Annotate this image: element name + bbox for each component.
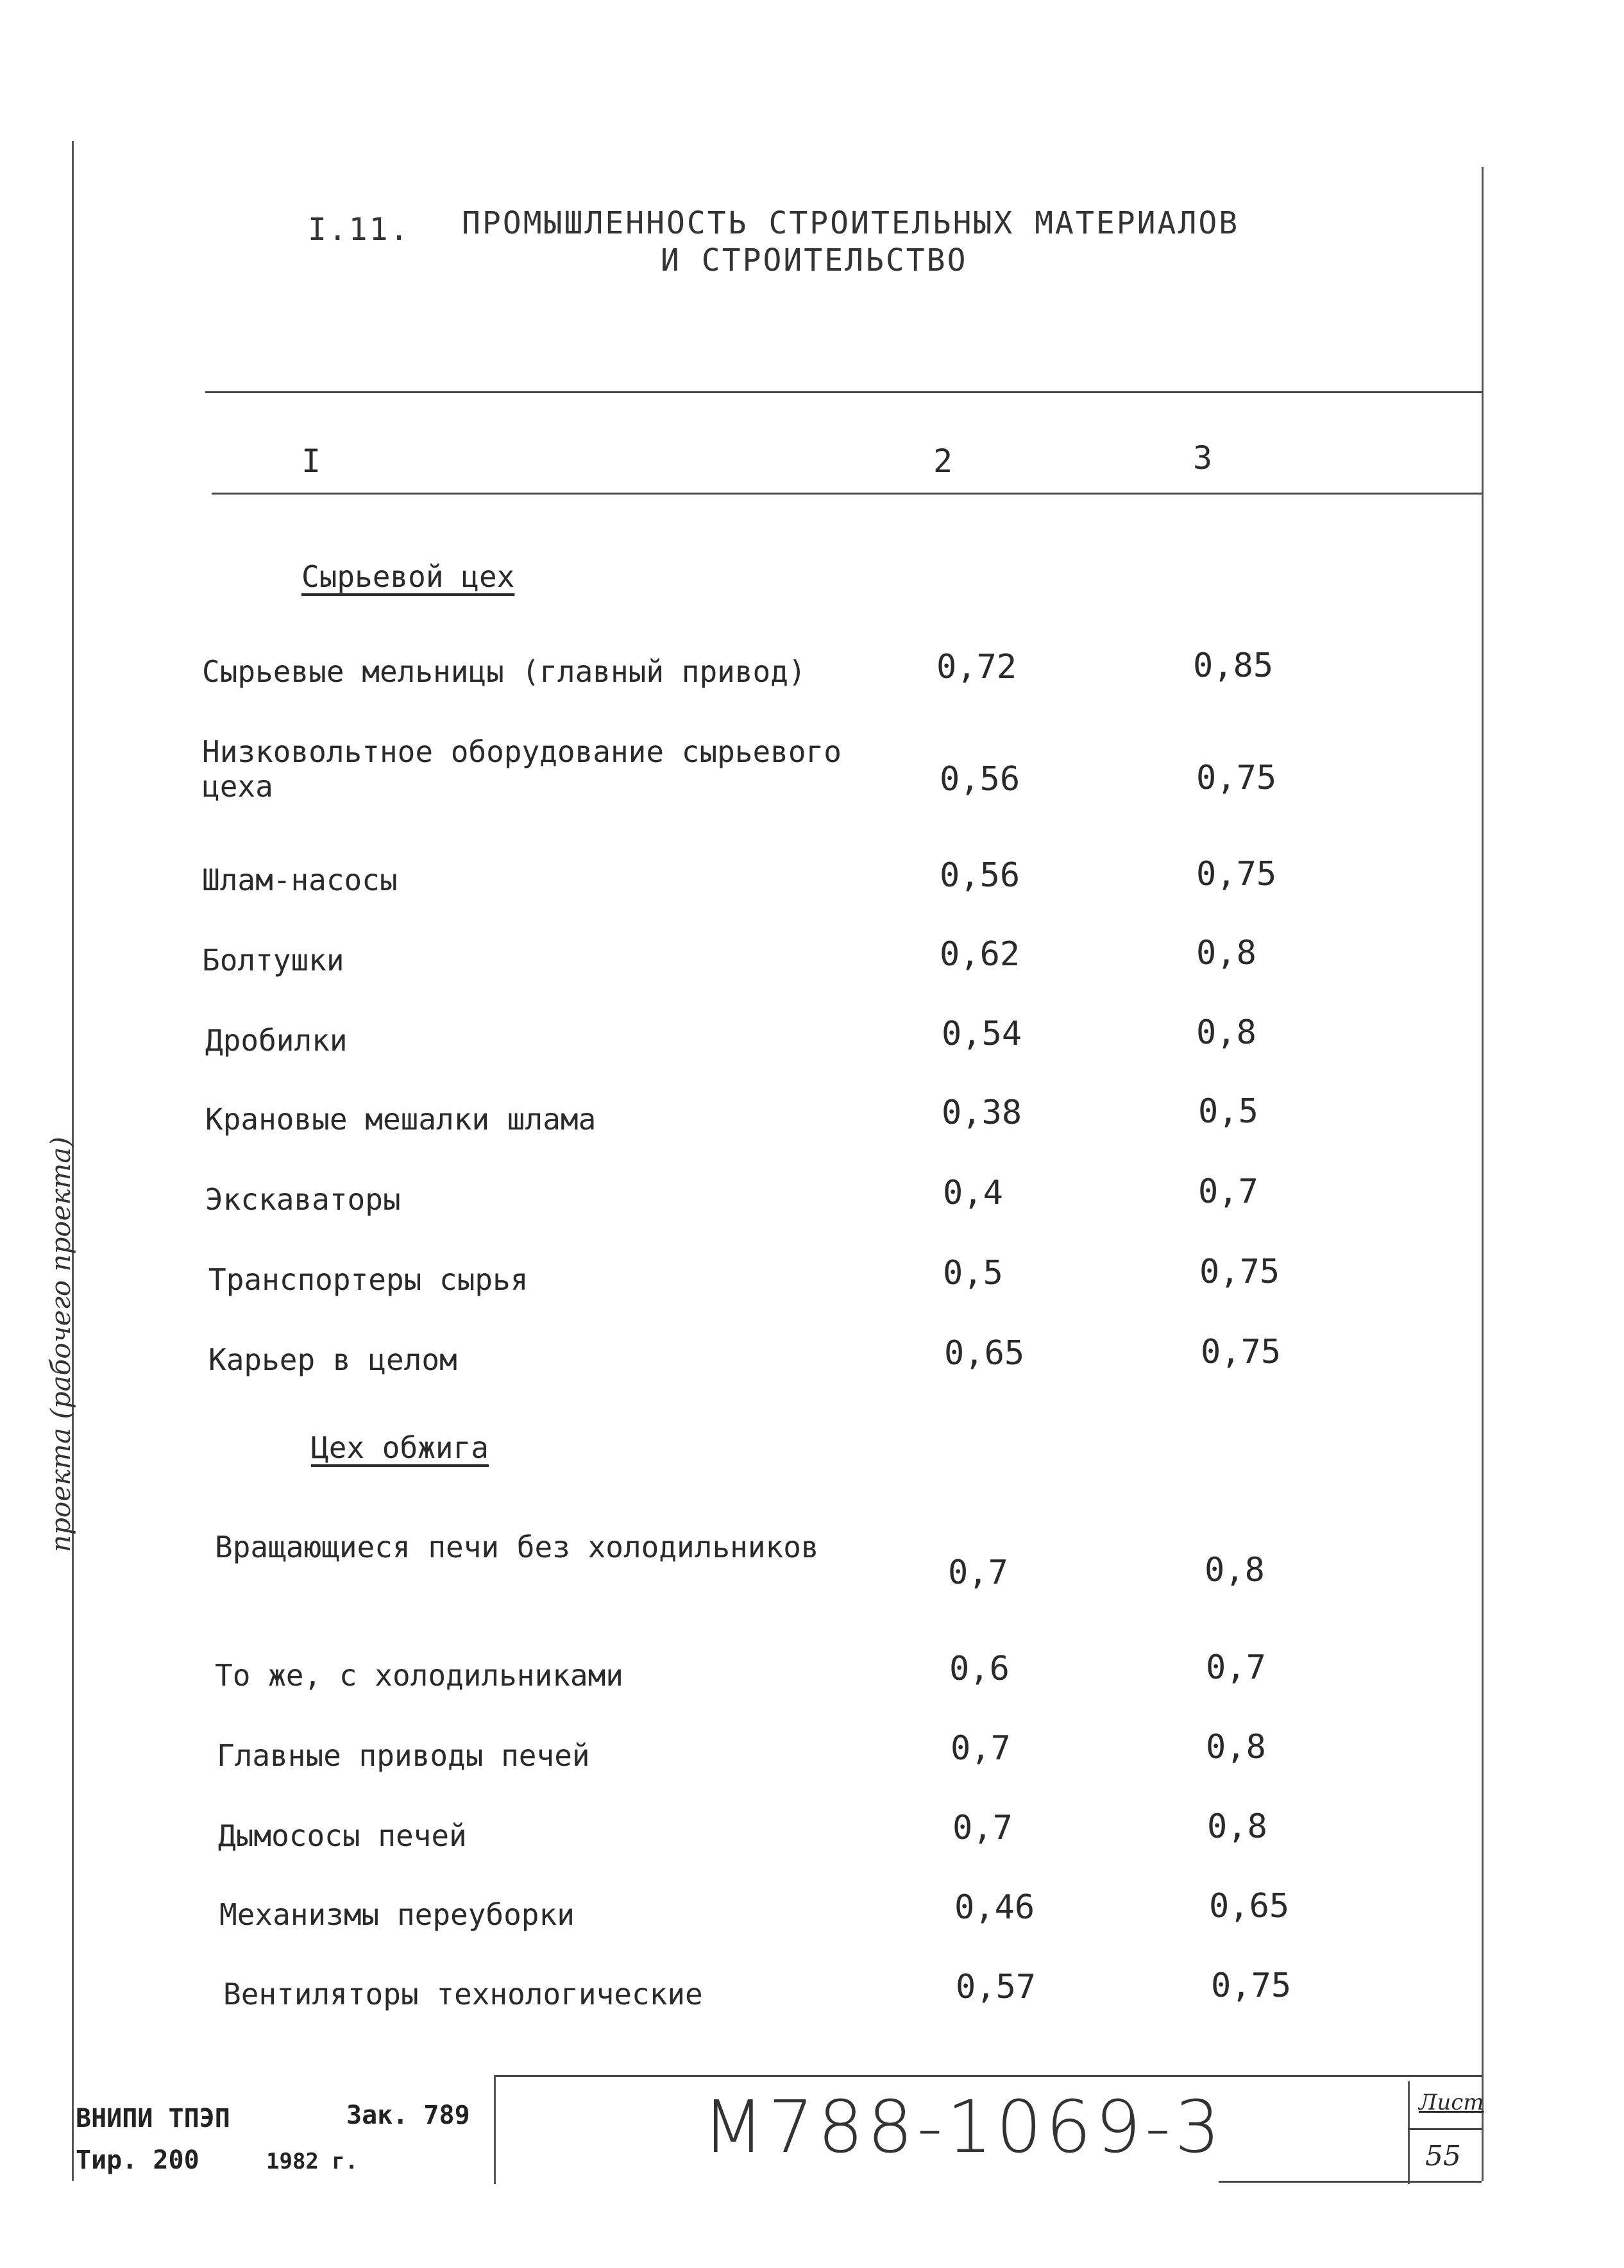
row-value-col2: 0,7 — [948, 1553, 1008, 1592]
row-label: Дымососы печей — [218, 1818, 467, 1853]
row-value-col3: 0,7 — [1198, 1172, 1258, 1211]
row-value-col2: 0,4 — [943, 1174, 1003, 1212]
row-label: Дробилки — [205, 1023, 348, 1058]
sheet-label: Лист — [1419, 2090, 1484, 2115]
header-bottom-rule — [212, 493, 1482, 495]
row-label: Экскаваторы — [205, 1182, 401, 1217]
row-value-col3: 0,5 — [1198, 1092, 1258, 1131]
row-label: То же, с холодильниками — [215, 1658, 623, 1693]
row-value-col2: 0,62 — [940, 935, 1020, 974]
row-value-col3: 0,75 — [1196, 759, 1277, 797]
row-value-col3: 0,8 — [1196, 1013, 1256, 1052]
row-value-col3: 0,75 — [1211, 1967, 1292, 2005]
row-value-col3: 0,7 — [1206, 1648, 1266, 1687]
row-value-col3: 0,8 — [1205, 1551, 1265, 1589]
row-value-col2: 0,6 — [949, 1650, 1010, 1688]
row-label: Шлам-насосы — [202, 863, 398, 897]
row-value-col3: 0,75 — [1196, 855, 1277, 893]
print-stamp-run: Тир. 200 — [76, 2145, 199, 2175]
row-value-col2: 0,46 — [954, 1888, 1035, 1927]
column-header-3: 3 — [1193, 439, 1213, 477]
row-value-col2: 0,57 — [956, 1968, 1036, 2006]
footer-bottom-rule — [1219, 2181, 1482, 2183]
row-value-col2: 0,5 — [943, 1254, 1003, 1292]
section-number: I.11. — [308, 212, 410, 248]
row-value-col3: 0,85 — [1193, 647, 1274, 685]
section-heading-kiln: Цех обжига — [311, 1430, 489, 1465]
row-value-col3: 0,65 — [1209, 1887, 1290, 1925]
row-label: Карьер в целом — [208, 1342, 457, 1377]
row-label: Транспортеры сырья — [208, 1262, 529, 1297]
row-label: Механизмы переуборки — [219, 1897, 575, 1932]
row-label: Болтушки — [202, 943, 344, 977]
row-value-col2: 0,65 — [944, 1334, 1025, 1373]
row-value-col2: 0,7 — [952, 1809, 1013, 1847]
row-value-col3: 0,8 — [1196, 934, 1256, 972]
row-value-col2: 0,56 — [940, 856, 1020, 895]
footer-top-rule — [494, 2075, 1482, 2077]
row-value-col2: 0,72 — [936, 648, 1017, 686]
row-value-col3: 0,75 — [1201, 1333, 1281, 1371]
row-label: Вращающиеся печи без холодильников — [215, 1530, 819, 1564]
print-stamp-order: Зак. 789 — [346, 2101, 470, 2130]
footer-sheet-divider — [1408, 2081, 1410, 2184]
row-value-col3: 0,75 — [1199, 1253, 1280, 1291]
row-value-col2: 0,54 — [942, 1015, 1022, 1053]
row-value-col2: 0,38 — [942, 1094, 1022, 1132]
print-stamp-year: 1982 г. — [266, 2149, 359, 2174]
row-label: Крановые мешалки шлама — [205, 1102, 596, 1137]
footer-sheet-rule — [1408, 2128, 1482, 2130]
margin-note: проекта (рабочего проекта) — [45, 1137, 76, 1552]
row-label: Сырьевые мельницы (главный привод) — [202, 654, 806, 689]
column-header-1: I — [301, 443, 321, 480]
footer-left-divider — [494, 2075, 496, 2184]
row-label: Низковольтное оборудование сырьевого цеха — [202, 734, 842, 804]
column-header-2: 2 — [933, 443, 953, 480]
row-label: Главные приводы печей — [217, 1738, 590, 1773]
row-value-col3: 0,8 — [1207, 1807, 1267, 1846]
page-title-line2: И СТРОИТЕЛЬСТВО — [661, 242, 968, 278]
document-number: М788-1069-3 — [702, 2086, 1224, 2169]
table-top-rule — [205, 391, 1482, 393]
row-value-col3: 0,8 — [1206, 1728, 1266, 1766]
row-value-col2: 0,56 — [940, 760, 1020, 799]
row-label: Вентиляторы технологические — [223, 1977, 703, 2011]
print-stamp-org: ВНИПИ ТПЭП — [76, 2104, 230, 2133]
right-border — [1482, 167, 1484, 2181]
page-title-line1: ПРОМЫШЛЕННОСТЬ СТРОИТЕЛЬНЫХ МАТЕРИАЛОВ — [462, 205, 1240, 241]
section-heading-raw-materials: Сырьевой цех — [301, 559, 515, 594]
row-value-col2: 0,7 — [951, 1729, 1011, 1768]
sheet-number: 55 — [1425, 2140, 1461, 2172]
